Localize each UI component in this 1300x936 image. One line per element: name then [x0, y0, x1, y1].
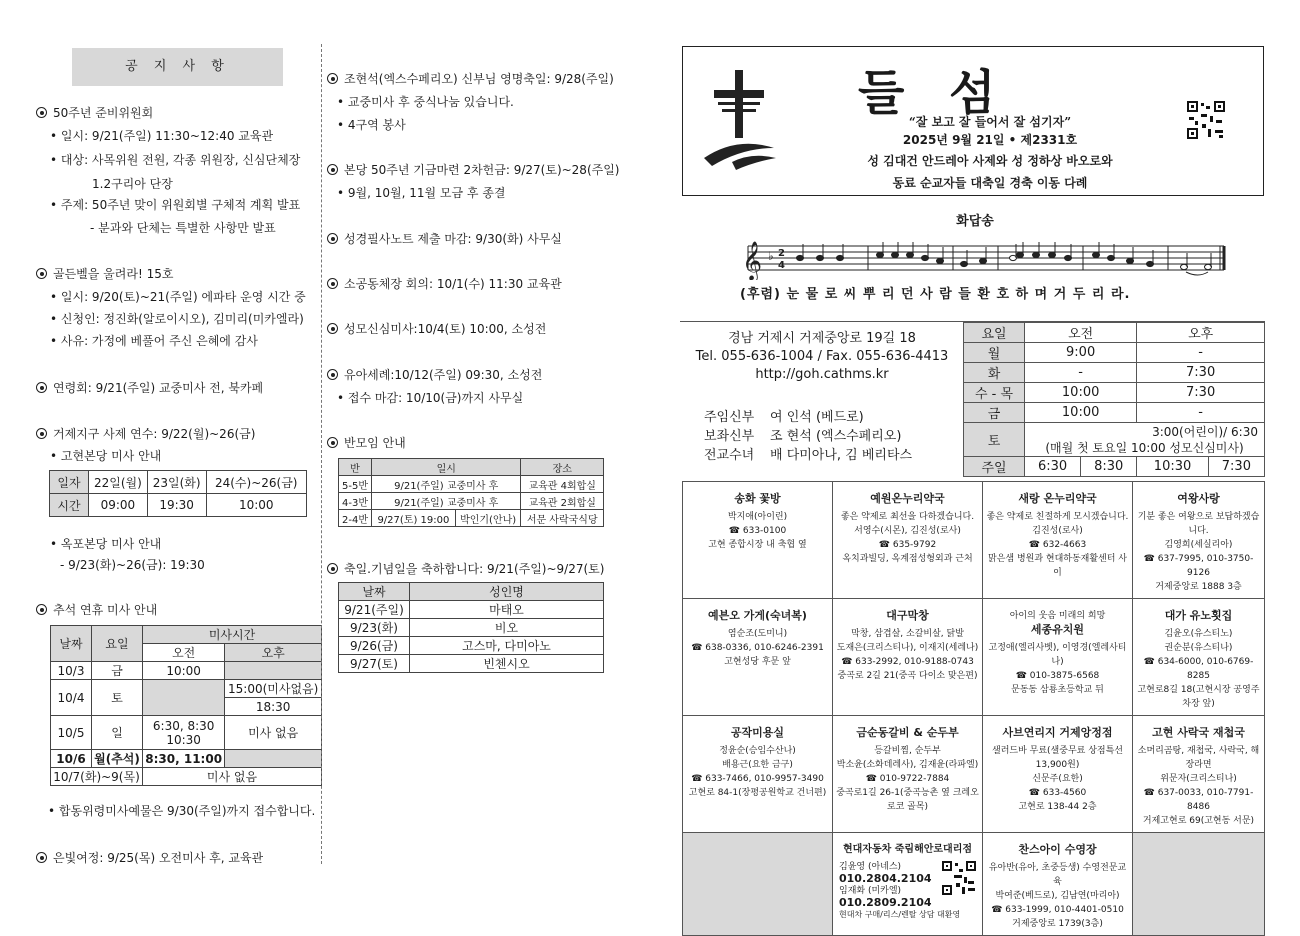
address: 경남 거제시 거제중앙로 19길 18	[728, 331, 916, 346]
bullet-icon	[36, 604, 47, 615]
ad-card: 예원온누리약국 좋은 약제로 최선을 다하겠습니다. 서영수(시몬), 김진성(로사) ☎ 635-9792 옥치과빌딩, 옥계점성형외과 근처	[833, 482, 983, 599]
ad-empty-cell	[1133, 833, 1265, 936]
ad-card: 찬스아이 수영장 유아반(유아, 초중등생) 수영전문교육 박여준(베드로), 김남연(마리아) ☎ 633-1999, 010-4401-0510 거제중앙로 1739(3층)	[983, 833, 1133, 936]
svg-text:2: 2	[778, 248, 785, 259]
bullet-icon	[327, 563, 338, 574]
ad-card: 현대자동차 죽림해안로대리점 김윤영 (아네스) 010.2804.2104 임재화 (미카엘) 010.2809.2104 현대차 구매/리스/렌탈 상담 대환영	[833, 833, 983, 936]
bullet-icon	[327, 369, 338, 380]
bullet-icon	[327, 164, 338, 175]
ad-card: 송화 꽃방 박지애(아이린) ☎ 633-0100 고현 종합시장 내 축협 옆	[683, 482, 833, 599]
ad-card: 대가 유노횟집 김윤오(유스티노) 권순분(유스티나) ☎ 634-6000, 010-6769-8285 고현로8길 18(고현시장 공영주차장 앞)	[1133, 599, 1265, 716]
mass-schedule-table: 요일 오전 오후 월 9:00 - 화 - 7:30 수 - 목 10:00 7:30 금 10:00 - 토 3:00(어린이)/ 6:30 (매월 첫 토요일 10:00 성모신심미사) 주일 6:30 8:30 10:30 7:30	[963, 322, 1265, 477]
ads-grid	[682, 481, 1265, 936]
ad-card: 사브연리지 거제앙정점 샐러드바 무료(샐중무료 상점특선 13,900원) 신문주(요한) ☎ 633-4560 고현로 138-44 2층	[983, 716, 1133, 833]
cross-logo-icon	[702, 66, 782, 176]
bullet-icon	[36, 428, 47, 439]
newsletter-logo: 들 섬	[858, 65, 1010, 121]
feast-table: 날짜 성인명 9/21(주일) 마태오 9/23(화) 비오 9/26(금) 고스마, 다미아노 9/27(토) 빈첸시오	[338, 582, 604, 673]
hymn-title: 화답송	[956, 214, 994, 229]
svg-text:4: 4	[778, 260, 785, 271]
training-table: 일자 22일(월) 23일(화) 24(수)~26(금) 시간 09:00 19:30 10:00	[49, 470, 307, 517]
ad-card: 새랑 온누리약국 좋은 약제로 친절하게 모시겠습니다. 김진성(로사) ☎ 632-4663 맑은샘 병원과 현대하동재활센터 사이	[983, 482, 1133, 599]
ad-card: 여왕사랑 기분 좋은 여왕으로 보답하겠습니다. 김영희(세실리아) ☎ 637-7995, 010-3750-9126 거제중앙로 1888 3층	[1133, 482, 1265, 599]
ad-card: 고현 사락국 재첩국 소머리곰탕, 재첩국, 사락국, 해장라면 위문자(크리스티나) ☎ 637-0033, 010-7791-8486 거제고현로 69(고현동 서문)	[1133, 716, 1265, 833]
bullet-icon	[36, 852, 47, 863]
bullet-icon	[327, 233, 338, 244]
bullet-icon	[36, 268, 47, 279]
ad-card: 아이의 웃음 미래의 희망 세종유치원 고정애(엘리사벳), 이영경(엘레사티나) ☎ 010-3875-6568 문동동 삼룡초등학교 뒤	[983, 599, 1133, 716]
notice-community: 소공동체장 회의: 10/1(수) 11:30 교육관	[327, 275, 562, 292]
hymn-lyrics: (후렴) 눈 물 로 씨 뿌 리 던 사 람 들 환 호 하 며 거 두 리 라.	[740, 287, 1131, 302]
ad-card: 금순동갈비 & 순두부 등갈비찜, 순두부 박소윤(소화데레사), 김재윤(라파엘) ☎ 010-9722-7884 중곡로1길 26-1(중곡능촌 옆 크레오로코 골목)	[833, 716, 983, 833]
ad-card: 공작미용실 정윤순(승임수산나) 배용근(요한 금구) ☎ 633-7466, 010-9957-3490 고현로 84-1(장평공원학교 건너편)	[683, 716, 833, 833]
staff-list: 주임신부 여 인석 (베드로) 보좌신부 조 현석 (엑스수페리오) 전교수녀 배 다미아나, 김 베리타스	[704, 410, 913, 463]
svg-text:𝄞: 𝄞	[742, 241, 763, 280]
feast-line-1: 성 김대건 안드레아 사제와 성 정하상 바오로와	[867, 154, 1113, 168]
qr-code-icon	[942, 861, 976, 895]
music-staff	[738, 238, 1228, 280]
notice-bible: 성경필사노트 제출 마감: 9/30(화) 사무실	[327, 230, 562, 247]
ad-empty-cell	[683, 833, 833, 936]
issue-number: 2025년 9월 21일 • 제2331호	[902, 133, 1078, 147]
notice-silver: 은빛여정: 9/25(목) 오전미사 후, 교육관	[36, 849, 263, 866]
phone-fax: Tel. 055-636-1004 / Fax. 055-636-4413	[695, 349, 949, 364]
bullet-icon	[327, 278, 338, 289]
notice-memorial: 연령회: 9/21(주일) 교중미사 전, 북카페	[36, 379, 263, 396]
bullet-icon	[327, 323, 338, 334]
feast-line-2: 동료 순교자들 대축일 경축 이동 다례	[892, 176, 1088, 190]
column-divider	[321, 44, 322, 864]
bullet-icon	[36, 382, 47, 393]
bullet-icon	[327, 437, 338, 448]
bullet-icon	[36, 107, 47, 118]
chuseok-table: 날짜 요일 미사시간 오전 오후 10/3 금 10:00 10/4 토 15:00(미사없음) 18:30 10/5 일 6:30, 8:30 10:30 미사 없음 10/6 월(추석) 8:30, 11:00 10/7(화)~9(목) 미사 없음	[50, 625, 322, 786]
motto: “잘 보고 잘 들어서 잘 섬기자”	[908, 115, 1072, 129]
website-link[interactable]: http://goh.cathms.kr	[755, 367, 889, 382]
notice-mother: 성모신심미사:10/4(토) 10:00, 소성전	[327, 320, 546, 337]
group-table: 반 일시 장소 5-5반 9/21(주일) 교중미사 후 교육관 4회합실 4-3반 9/21(주일) 교중미사 후 교육관 2회합실 2-4반 9/27(토) 19:00 박인기(안나) 서문 사락국식당	[338, 458, 604, 527]
ad-card: 대구막창 막창, 삼겹살, 소갈비살, 닭발 도재은(크리스티나), 이재지(세레나) ☎ 633-2992, 010-9188-0743 중곡로 2길 21(중곡 다이소 맞은편)	[833, 599, 983, 716]
notices-title: 공 지 사 항	[72, 48, 283, 86]
svg-text:♭: ♭	[768, 249, 774, 263]
contact-block	[682, 330, 962, 384]
ad-card: 예븐오 가게(숙녀복) 염순조(도미니) ☎ 638-0336, 010-6246-2391 고현성당 후문 앞	[683, 599, 833, 716]
bullet-icon	[327, 73, 338, 84]
